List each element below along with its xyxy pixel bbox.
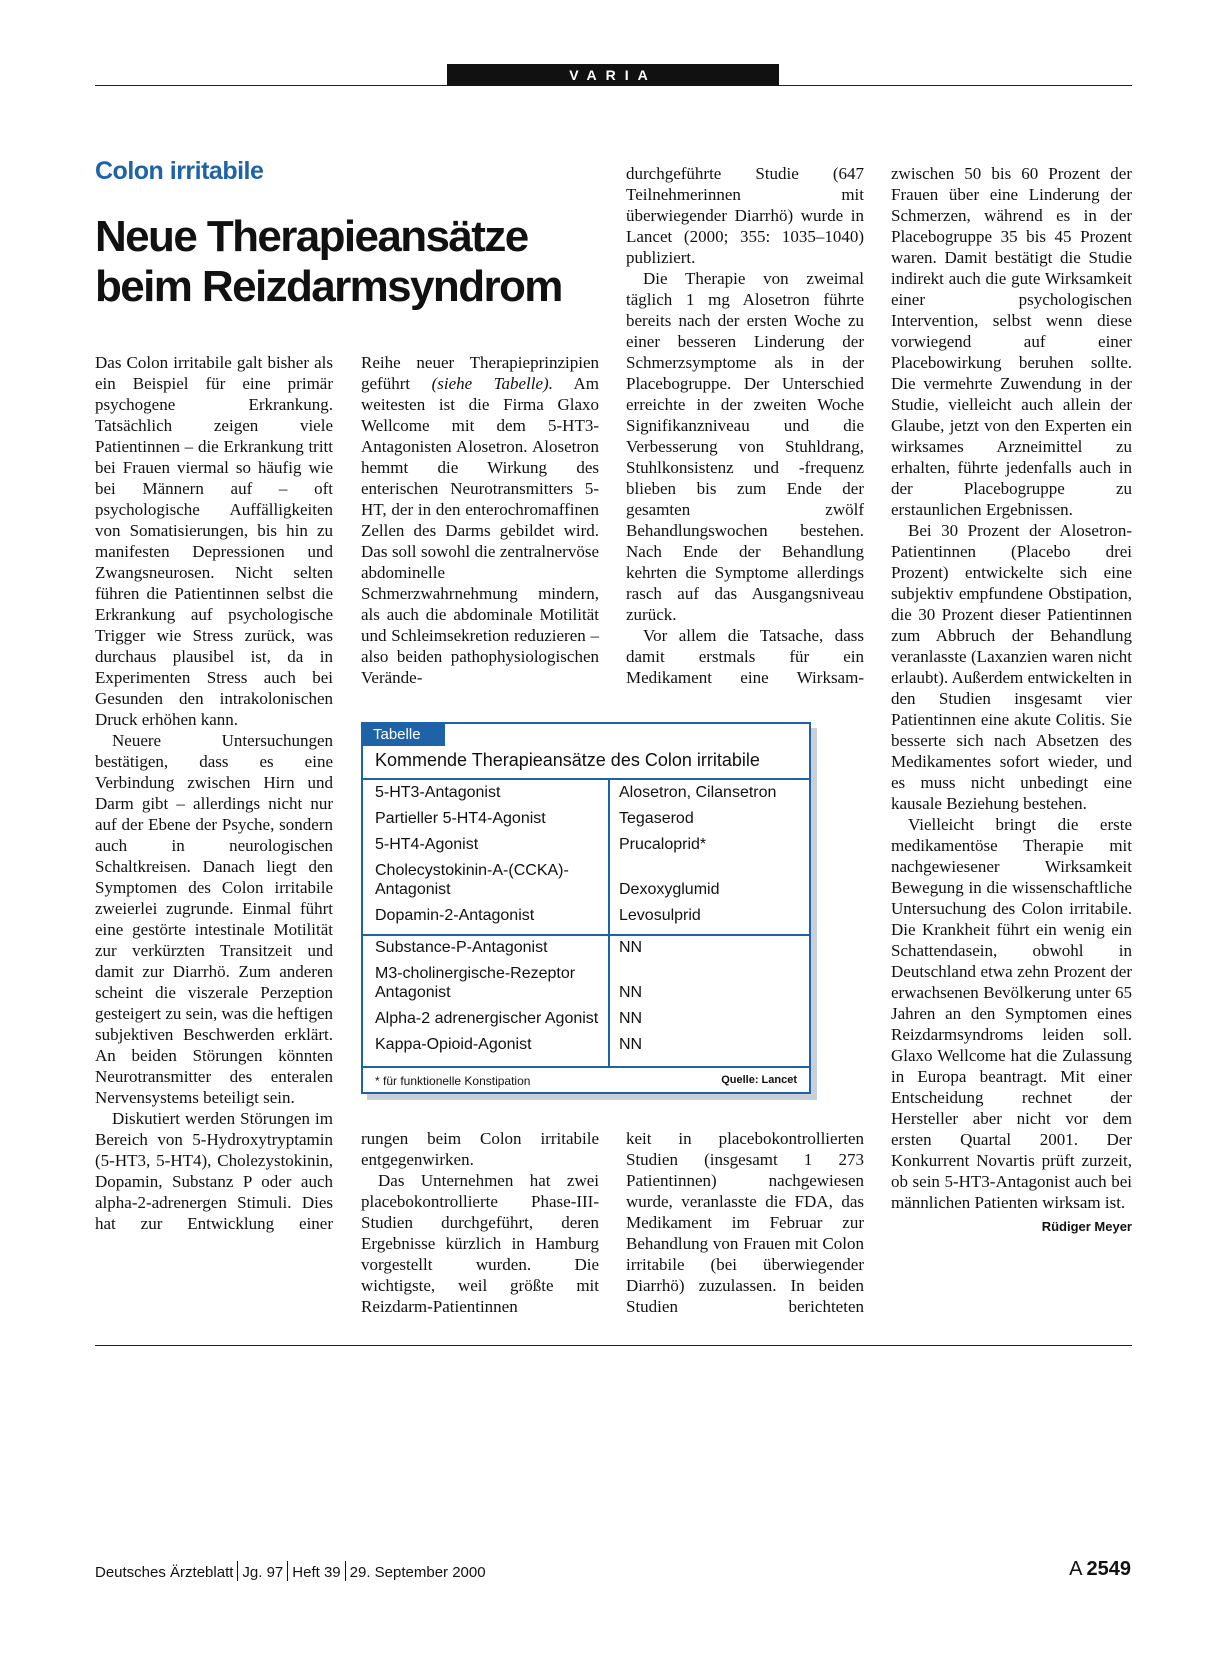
journal-name: Deutsches Ärzteblatt bbox=[95, 1564, 234, 1581]
table-cell-approach: Alpha-2 adrenergischer Agonist bbox=[375, 1010, 599, 1027]
journal-issue: Heft 39 bbox=[292, 1564, 341, 1581]
paragraph: Das Unternehmen hat zwei placebokontrollierte Phase-III-Studien durchgeführt, deren Ergebnisse kürzlich in Hamburg vorgestellt wurden. Die wichtigste, weil größte mit Reizdarm-Patientinnen bbox=[361, 1171, 599, 1316]
page-number bbox=[1069, 1558, 1131, 1581]
table-cell-substance: NN bbox=[619, 1010, 643, 1027]
headline-line-1: Neue Therapieansätze bbox=[95, 212, 528, 261]
table-cell-approach: 5-HT4-Agonist bbox=[375, 836, 479, 853]
article-headline bbox=[95, 212, 615, 312]
table-rule bbox=[363, 934, 809, 936]
column-2-top bbox=[361, 352, 599, 688]
table-cell-approach: Antagonist bbox=[375, 881, 451, 898]
therapy-table bbox=[361, 722, 811, 1094]
table-cell-approach: Substance-P-Antagonist bbox=[375, 939, 548, 956]
table-footnote: * für funktionelle Konstipation bbox=[375, 1074, 531, 1088]
table-cell-approach: Kappa-Opioid-Agonist bbox=[375, 1036, 532, 1053]
table-rule bbox=[363, 1066, 809, 1068]
paragraph bbox=[891, 814, 1132, 1234]
headline-line-2: beim Reizdarmsyndrom bbox=[95, 262, 562, 311]
page-footer bbox=[95, 1561, 486, 1581]
table-cell-substance: Levosulprid bbox=[619, 907, 701, 924]
paragraph: keit in placebokontrollierten Studien (insgesamt 1 273 Patientinnen) nachgewiesen wurde, veranlasste die FDA, das Medikament im Februar zur Behandlung von Frauen mit Colon irritabile (bei überwiegender Diarrhö) zuzulassen. In beiden Studien berichteten bbox=[626, 1129, 864, 1316]
separator bbox=[287, 1561, 288, 1581]
table-cell-approach: 5-HT3-Antagonist bbox=[375, 784, 501, 801]
separator bbox=[237, 1561, 238, 1581]
text-run: Vielleicht bringt die erste medikamentöse Therapie mit nachgewiesener Wirksamkeit Bewegung in die wissenschaftliche Untersuchung des Colon irritabile. Die Krankheit führt ein wenig ein Schattendasein, obwohl in Deutschland etwa zehn Prozent der erwachsenen Bevölkerung unter 65 Jahren an den Symptomen eines Reizdarmsyndroms leiden soll. Glaxo Wellcome hat die Zulassung in Europa beantragt. Mit einer Entscheidung rechnet der Hersteller aber nicht vor dem ersten Quartal 2001. Der Konkurrent Novartis prüft zurzeit, ob sein 5-HT3-Antagonist auch bei männlichen Patienten wirksam ist. bbox=[891, 815, 1132, 1212]
journal-volume: Jg. 97 bbox=[242, 1564, 284, 1581]
table-title: Kommende Therapieansätze des Colon irritabile bbox=[375, 750, 760, 770]
table-cell-substance: Alosetron, Cilansetron bbox=[619, 784, 777, 801]
table-cell-approach: Antagonist bbox=[375, 984, 451, 1001]
footer-rule bbox=[95, 1345, 1132, 1346]
table-source: Quelle: Lancet bbox=[721, 1074, 797, 1086]
table-cell-substance: NN bbox=[619, 984, 643, 1001]
table-cell-substance: Prucaloprid* bbox=[619, 836, 707, 853]
table-cell-approach: Dopamin-2-Antagonist bbox=[375, 907, 535, 924]
page-prefix: A bbox=[1069, 1558, 1083, 1580]
column-1 bbox=[95, 352, 333, 1234]
paragraph: durchgeführte Studie (647 Teilnehmerinnen mit überwiegender Diarrhö) wurde in Lancet (2000; 355: 1035–1040) publiziert. bbox=[626, 164, 864, 267]
paragraph: Die Therapie von zweimal täglich 1 mg Alosetron führte bereits nach der ersten Woche zu einer besseren Linderung der Schmerzsymptome als in der Placebogruppe. Der Unterschied erreichte in der zweiten Woche Signifikanzniveau und die Verbesserung von Stuhldrang, Stuhlkonsistenz und -frequenz blieben bis zum Ende der gesamten zwölf Behandlungswochen bestehen. Nach Ende der Behandlung kehrten die Symptome allerdings rasch auf das Ausgangsniveau zurück. bbox=[626, 269, 864, 624]
table-cell-substance: NN bbox=[619, 939, 643, 956]
table-cell-approach: Cholecystokinin-A-(CCKA)- bbox=[375, 862, 569, 879]
table-cell-substance: NN bbox=[619, 1036, 643, 1053]
page-number-value: 2549 bbox=[1086, 1558, 1131, 1580]
paragraph: Vor allem die Tatsache, dass damit erstmals für ein Medikament eine Wirksam- bbox=[626, 626, 864, 687]
table-cell-substance: Tegaserod bbox=[619, 810, 694, 827]
paragraph: rungen beim Colon irritabile entgegenwirken. bbox=[361, 1129, 599, 1169]
table-cell-approach: M3-cholinergische-Rezeptor bbox=[375, 965, 576, 982]
journal-date: 29. September 2000 bbox=[349, 1564, 486, 1581]
column-3-bottom bbox=[626, 1128, 864, 1317]
table-rule bbox=[363, 778, 809, 780]
column-2-bottom bbox=[361, 1128, 599, 1317]
paragraph: Neuere Untersuchungen bestätigen, dass es eine Verbindung zwischen Hirn und Darm gibt – allerdings nicht nur auf der Ebene der Psyche, sondern auch in neurologischen Schaltkreisen. Danach liegt den Symptomen des Colon irritabile zweierlei zugrunde. Einmal führt eine gestörte intestinale Motilität zur verkürzten Transitzeit und damit zur Diarrhö. Zum anderen scheint die viszerale Perzeption gesteigert zu sein, was die heftigen subjektiven Beschwerden erklärt. An beiden Störungen könnten Neurotransmitter des enteralen Nervensystems beteiligt sein. bbox=[95, 731, 333, 1107]
column-4 bbox=[891, 163, 1132, 1237]
table-cell-approach: Partieller 5-HT4-Agonist bbox=[375, 810, 546, 827]
paragraph: Diskutiert werden Störungen im Bereich von 5-Hydroxytryptamin (5-HT3, 5-HT4), Cholezystokinin, Dopamin, Substanz P oder auch alpha-2-adrenergen Stimuli. Dies hat zur Entwicklung einer bbox=[95, 1109, 333, 1233]
paragraph: Das Colon irritabile galt bisher als ein Beispiel für eine primär psychogene Erkrankung. Tatsächlich zeigen viele Patientinnen – die Erkrankung tritt bei Frauen viermal so häufig wie bei Männern auf – oft psychologische Auffälligkeiten von Somatisierungen, bis hin zu manifesten Depressionen und Zwangsneurosen. Nicht selten führen die Patientinnen selbst die Erkrankung auf psychologische Trigger wie Stress zurück, was durchaus plausibel ist, da in Experimenten Stress auch bei Gesunden den intrakolonischen Druck erhöhen kann. bbox=[95, 353, 333, 729]
paragraph: Bei 30 Prozent der Alosetron-Patientinnen (Placebo drei Prozent) entwickelte sich eine subjektiv empfundene Obstipation, die 30 Prozent dieser Patientinnen zum Abbruch der Behandlung veranlasste (Laxanzien waren nicht erlaubt). Außerdem entwickelten in den Studien insgesamt vier Patientinnen eine akute Colitis. Sie besserte sich nach Absetzen des Medikamentes sofort wieder, und es muss nicht unbedingt eine kausale Beziehung bestehen. bbox=[891, 521, 1132, 813]
text-run: Reihe neuer Therapieprinzipien geführt bbox=[361, 353, 599, 393]
column-3-top bbox=[626, 163, 864, 688]
table-tag: Tabelle bbox=[363, 724, 445, 746]
article-kicker: Colon irritabile bbox=[95, 157, 264, 185]
separator bbox=[345, 1561, 346, 1581]
text-run: Am weitesten ist die Firma Glaxo Wellcome mit dem 5-HT3-Antagonisten Alosetron. Alosetron hemmt die Wirkung des enterischen Neurotransmitters 5-HT, der in den enterochromaffinen Zellen des Darms gebildet wird. Das soll sowohl die zentralnervöse abdominelle Schmerzwahrnehmung mindern, als auch die abdominale Motilität und Schleimsekretion reduzieren – also beiden pathophysiologischen Verände- bbox=[361, 374, 599, 687]
paragraph: zwischen 50 bis 60 Prozent der Frauen über eine Linderung der Schmerzen, während es in der Placebogruppe 35 bis 45 Prozent waren. Damit bestätigt die Studie indirekt auch die gute Wirksamkeit einer psychologischen Intervention, selbst wenn diese vorwiegend auf einer Placebowirkung beruhen sollte. Die vermehrte Zuwendung in der Studie, vielleicht auch allein der Glaube, jetzt von den Experten ein wirksames Arzneimittel zu erhalten, führte jedenfalls auch in der Placebogruppe zu erstaunlichen Ergebnissen. bbox=[891, 164, 1132, 519]
paragraph bbox=[361, 352, 599, 688]
author-signature: Rüdiger Meyer bbox=[1041, 1219, 1132, 1234]
section-label: VARIA bbox=[447, 64, 779, 86]
table-reference: (siehe Tabelle). bbox=[431, 374, 553, 393]
table-column-divider bbox=[608, 778, 610, 1066]
table-cell-substance: Dexoxyglumid bbox=[619, 881, 720, 898]
